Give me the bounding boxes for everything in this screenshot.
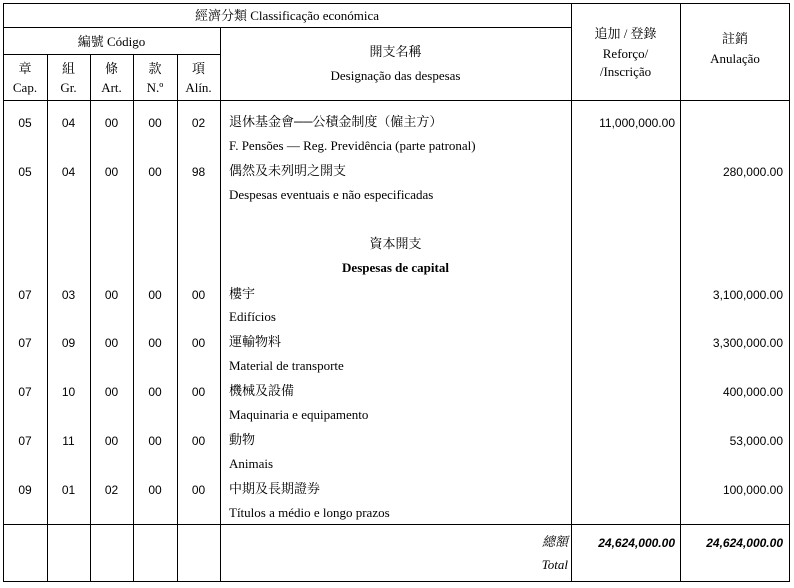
designation-zh: 偶然及未列明之開支 bbox=[229, 163, 347, 178]
col-header-art-zh: 條 bbox=[104, 61, 118, 76]
total-anulacao: 24,624,000.00 bbox=[706, 536, 783, 550]
anulacao-value: 3,300,000.00 bbox=[712, 336, 783, 350]
total-reforco: 24,624,000.00 bbox=[598, 536, 675, 550]
reforco-header-pt1: Reforço/ bbox=[602, 46, 649, 61]
code-cap: 07 bbox=[18, 336, 32, 350]
col-header-no-pt: N.º bbox=[146, 80, 164, 95]
code-no: 00 bbox=[148, 483, 162, 497]
codigo-header: 編號 Código bbox=[77, 34, 146, 49]
col-divider bbox=[220, 27, 221, 582]
designation-pt: Despesas eventuais e não especificadas bbox=[229, 187, 434, 202]
code-cap: 07 bbox=[18, 288, 32, 302]
designation-pt: Edifícios bbox=[229, 309, 276, 324]
code-alin: 00 bbox=[191, 483, 206, 497]
col-divider bbox=[177, 54, 178, 582]
total-label-pt: Total bbox=[541, 557, 568, 572]
classification-header: 經濟分類 Classificação económica bbox=[194, 8, 380, 23]
code-art: 00 bbox=[104, 288, 119, 302]
reforco-header-zh: 追加 / 登錄 bbox=[594, 26, 657, 41]
designation-zh: 機械及設備 bbox=[229, 383, 295, 398]
code-no: 00 bbox=[148, 288, 162, 302]
code-no: 00 bbox=[148, 165, 162, 179]
code-alin: 00 bbox=[191, 336, 206, 350]
code-no: 00 bbox=[148, 336, 162, 350]
row-divider bbox=[3, 27, 571, 28]
designation-header-zh: 開支名稱 bbox=[369, 44, 422, 59]
code-no: 00 bbox=[148, 116, 162, 130]
section-heading-pt: Despesas de capital bbox=[342, 260, 449, 275]
col-header-alin-zh: 項 bbox=[191, 61, 205, 76]
code-alin: 00 bbox=[191, 385, 206, 399]
designation-zh: 中期及長期證券 bbox=[229, 481, 321, 496]
code-cap: 05 bbox=[18, 116, 32, 130]
code-gr: 11 bbox=[62, 434, 75, 448]
reforco-header-pt2: /Inscrição bbox=[599, 64, 652, 79]
designation-pt: F. Pensões — Reg. Previdência (parte patronal) bbox=[229, 138, 476, 153]
designation-pt: Material de transporte bbox=[229, 358, 344, 373]
code-gr: 09 bbox=[61, 336, 76, 350]
designation-pt: Títulos a médio e longo prazos bbox=[229, 505, 390, 520]
col-divider bbox=[90, 54, 91, 582]
anulacao-value: 400,000.00 bbox=[722, 385, 783, 399]
col-header-gr-pt: Gr. bbox=[60, 80, 77, 95]
anulacao-value: 3,100,000.00 bbox=[712, 288, 783, 302]
code-alin: 00 bbox=[191, 288, 206, 302]
code-gr: 03 bbox=[61, 288, 76, 302]
code-gr: 04 bbox=[61, 116, 76, 130]
code-gr: 10 bbox=[61, 385, 76, 399]
anulacao-header-pt: Anulação bbox=[710, 51, 760, 66]
anulacao-value: 100,000.00 bbox=[722, 483, 783, 497]
row-divider bbox=[3, 54, 220, 55]
code-no: 00 bbox=[148, 434, 162, 448]
code-alin: 02 bbox=[191, 116, 206, 130]
code-cap: 05 bbox=[18, 165, 32, 179]
designation-zh: 退休基金會──公積金制度（僱主方） bbox=[229, 114, 443, 129]
code-cap: 09 bbox=[18, 483, 32, 497]
col-header-art-pt: Art. bbox=[101, 80, 122, 95]
designation-zh: 樓宇 bbox=[229, 286, 256, 301]
col-header-alin-pt: Alín. bbox=[185, 80, 212, 95]
col-divider bbox=[133, 54, 134, 582]
row-divider bbox=[3, 524, 790, 525]
code-art: 02 bbox=[104, 483, 119, 497]
code-art: 00 bbox=[104, 336, 119, 350]
col-divider bbox=[571, 3, 572, 582]
code-art: 00 bbox=[104, 165, 119, 179]
reforco-value: 11,000,000.00 bbox=[599, 116, 675, 130]
total-label-zh: 總額 bbox=[541, 534, 568, 549]
col-divider bbox=[47, 54, 48, 582]
anulacao-value: 53,000.00 bbox=[729, 434, 783, 448]
code-gr: 01 bbox=[61, 483, 76, 497]
code-cap: 07 bbox=[18, 434, 32, 448]
col-header-cap-zh: 章 bbox=[18, 61, 32, 76]
code-alin: 98 bbox=[191, 165, 206, 179]
designation-zh: 動物 bbox=[229, 432, 256, 447]
code-art: 00 bbox=[104, 385, 119, 399]
designation-pt: Maquinaria e equipamento bbox=[229, 407, 369, 422]
code-alin: 00 bbox=[191, 434, 206, 448]
designation-pt: Animais bbox=[229, 456, 274, 471]
col-header-no-zh: 款 bbox=[148, 61, 162, 76]
anulacao-header-zh: 註銷 bbox=[721, 31, 748, 46]
code-cap: 07 bbox=[18, 385, 32, 399]
designation-zh: 運輸物料 bbox=[229, 334, 282, 349]
section-heading-zh: 資本開支 bbox=[369, 236, 422, 251]
code-gr: 04 bbox=[61, 165, 76, 179]
code-art: 00 bbox=[104, 434, 119, 448]
code-art: 00 bbox=[104, 116, 119, 130]
designation-header-pt: Designação das despesas bbox=[330, 68, 461, 83]
anulacao-value: 280,000.00 bbox=[722, 165, 783, 179]
row-divider bbox=[3, 100, 790, 101]
code-no: 00 bbox=[148, 385, 162, 399]
col-header-cap-pt: Cap. bbox=[12, 80, 38, 95]
col-header-gr-zh: 組 bbox=[61, 61, 75, 76]
